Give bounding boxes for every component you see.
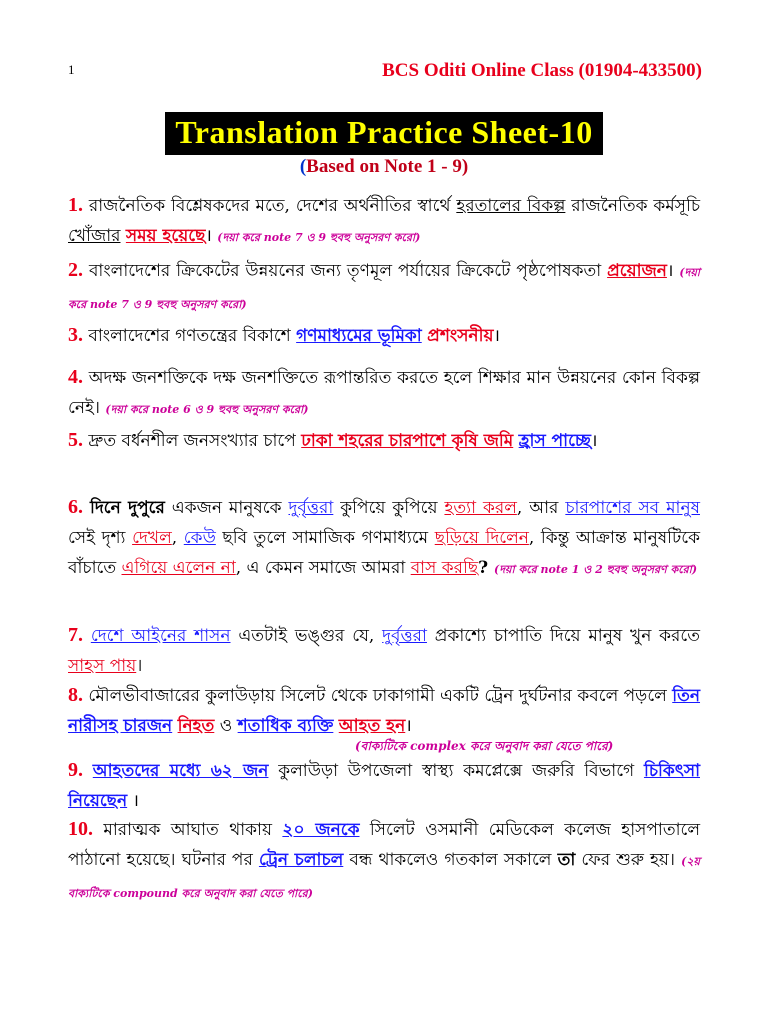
sentence-3 — [68, 320, 700, 351]
subject-phrase: দুর্বৃত্তরা — [288, 498, 334, 518]
verb-phrase: আহত হন — [338, 716, 406, 736]
subtitle-close: ) — [461, 156, 469, 177]
page-subtitle — [0, 156, 768, 178]
sentence-5 — [68, 425, 700, 456]
sentence-number: 9. — [68, 759, 83, 781]
sentence-number: 4. — [68, 366, 83, 388]
sentence-text: ? — [478, 558, 495, 578]
subject-phrase: ২০ জনকে — [282, 820, 360, 840]
subject-phrase: চারপাশের সব মানুষ — [565, 498, 700, 518]
sentence-number: 7. — [68, 624, 83, 646]
sentence-9 — [68, 755, 700, 816]
sentence-text: রাজনৈতিক বিশ্লেষকদের মতে, দেশের অর্থনীতির স্বার্থে — [88, 196, 457, 216]
sentence-text: । — [405, 716, 412, 736]
brand-phone: (01904-433500) — [578, 60, 702, 81]
sentence-4 — [68, 362, 700, 425]
sentence-text: সিলেট ওসমানী মেডিকেল কলেজ হাসপাতালে পাঠানো হয়েছে। ঘটনার পর — [68, 820, 701, 870]
highlight-phrase: প্রয়োজন — [607, 261, 667, 281]
underlined-phrase: খোঁজার — [68, 226, 121, 246]
sentence-text: মৌলভীবাজারের কুলাউড়ায় সিলেট থেকে ঢাকাগামী একটি ট্রেন দুর্ঘটনার কবলে পড়লে — [88, 686, 673, 706]
sentence-1 — [68, 190, 700, 253]
sentence-text: দ্রুত বর্ধনশীল জনসংখ্যার চাপে — [88, 431, 302, 451]
highlight-phrase: হ্রাস পাচ্ছে — [518, 431, 592, 451]
sentence-text: প্রকাশ্যে চাপাতি দিয়ে মানুষ খুন করতে — [426, 626, 700, 646]
subject-phrase: তিন নারীসহ চারজন — [68, 686, 701, 736]
sentence-text: ছবি তুলে সামাজিক গণমাধ্যমে — [215, 528, 435, 548]
sentence-text: । — [591, 431, 598, 451]
sentence-text: । — [136, 656, 143, 676]
sentence-number: 3. — [68, 324, 83, 346]
instruction-note: (২য় বাক্যটিকে compound করে অনুবাদ করা যেতে পারে) — [68, 855, 700, 900]
subject-phrase: দেশে আইনের শাসন — [90, 626, 231, 646]
sentence-text: কুপিয়ে কুপিয়ে — [333, 498, 445, 518]
brand-header — [382, 60, 702, 82]
instruction-note: (দয়া করে note 1 ও 2 হুবহু অনুসরণ করো) — [494, 563, 698, 576]
subject-phrase: দুর্বৃত্তরা — [382, 626, 427, 646]
bold-phrase: দিনে দুপুরে — [89, 498, 165, 518]
sentence-7 — [68, 620, 700, 681]
sentence-text: সেই দৃশ্য — [68, 528, 133, 548]
highlight-phrase: ঢাকা শহরের চারপাশে কৃষি জমি — [301, 431, 514, 451]
instruction-note: (বাক্যটিকে complex করে অনুবাদ করা যেতে পারে) — [355, 739, 614, 753]
sentence-text: । — [127, 791, 139, 811]
verb-phrase: হত্যা করল — [444, 498, 517, 518]
title-wrap — [0, 112, 768, 155]
sentence-text: , — [171, 528, 184, 548]
verb-phrase: ছড়িয়ে দিলেন — [434, 528, 529, 548]
sentence-text: মারাত্মক আঘাত থাকায় — [103, 820, 283, 840]
sentence-text: কুলাউড়া উপজেলা স্বাস্থ্য কমপ্লেক্সে জরুরি বিভাগে — [268, 761, 644, 781]
highlight-phrase: গণমাধ্যমের ভূমিকা — [296, 326, 422, 346]
verb-phrase: নিহত — [177, 716, 215, 736]
sentence-text: বন্ধ থাকলেও গতকাল সকালে — [343, 850, 558, 870]
instruction-note: (দয়া করে note 7 ও 9 হুবহু অনুসরণ করো) — [217, 231, 421, 244]
verb-phrase: বাস করছি — [410, 558, 479, 578]
subject-phrase: শতাধিক ব্যক্তি — [237, 716, 334, 736]
sentence-text: একজন মানুষকে — [164, 498, 289, 518]
sentence-number: 10. — [68, 818, 93, 840]
verb-phrase: এগিয়ে এলেন না — [121, 558, 236, 578]
sentence-number: 2. — [68, 259, 83, 281]
page-number: 1 — [68, 62, 75, 77]
sentence-2 — [68, 255, 700, 320]
sentence-number: 5. — [68, 429, 83, 451]
sentence-text: , কিন্তু আক্রান্ত মানুষটিকে বাঁচাতে — [68, 528, 701, 578]
subtitle-text: Based on Note 1 - 9 — [306, 156, 462, 177]
sentence-text: বাংলাদেশের গণতন্ত্রের বিকাশে — [88, 326, 297, 346]
verb-phrase: চিকিৎসা নিয়েছেন — [68, 761, 700, 811]
verb-phrase: সাহস পায় — [68, 656, 137, 676]
sentence-text: রাজনৈতিক কর্মসূচি — [565, 196, 700, 216]
sentence-number: 1. — [68, 194, 83, 216]
highlight-phrase: সময় হয়েছে — [125, 226, 206, 246]
sentence-8 — [68, 680, 700, 741]
sentence-text: , আর — [516, 498, 566, 518]
sentence-text: অদক্ষ জনশক্তিকে দক্ষ জনশক্তিতে রূপান্তরিত করতে হলে শিক্ষার মান উন্নয়নের কোন বিকল্প নেই। — [68, 368, 700, 418]
subject-phrase: ট্রেন চলাচল — [258, 850, 344, 870]
sentence-6 — [68, 492, 700, 585]
sentence-number: 8. — [68, 684, 83, 706]
sentence-text: এতটাই ভঙ্গুর যে, — [230, 626, 383, 646]
sentence-text: বাংলাদেশের ক্রিকেটের উন্নয়নের জন্য তৃণমূল পর্যায়ের ক্রিকেটে পৃষ্ঠপোষকতা — [88, 261, 608, 281]
subject-phrase: আহতদের মধ্যে ৬২ জন — [92, 761, 269, 781]
verb-phrase: দেখল — [132, 528, 172, 548]
sentence-text: , এ কেমন সমাজে আমরা — [235, 558, 411, 578]
underlined-phrase: হরতালের বিকল্প — [456, 196, 566, 216]
sentence-text: । — [666, 261, 680, 281]
sentence-text: ও — [214, 716, 238, 736]
sentence-number: 6. — [68, 496, 83, 518]
subject-phrase: কেউ — [183, 528, 216, 548]
brand-name: BCS Oditi Online Class — [382, 60, 574, 81]
sentence-text: । — [205, 226, 218, 246]
subtitle-open: ( — [299, 156, 307, 177]
sentence-text: ফের শুরু হয়। — [575, 850, 682, 870]
sentence-text: । — [493, 326, 500, 346]
highlight-phrase: প্রশংসনীয় — [427, 326, 494, 346]
instruction-note: (দয়া করে note 6 ও 9 হুবহু অনুসরণ করো) — [105, 403, 309, 416]
bold-phrase: তা — [557, 850, 576, 870]
instruction-note: (দয়া করে note 7 ও 9 হুবহু অনুসরণ করো) — [68, 266, 700, 311]
sentence-10 — [68, 814, 700, 909]
page-title: Translation Practice Sheet-10 — [165, 112, 602, 155]
